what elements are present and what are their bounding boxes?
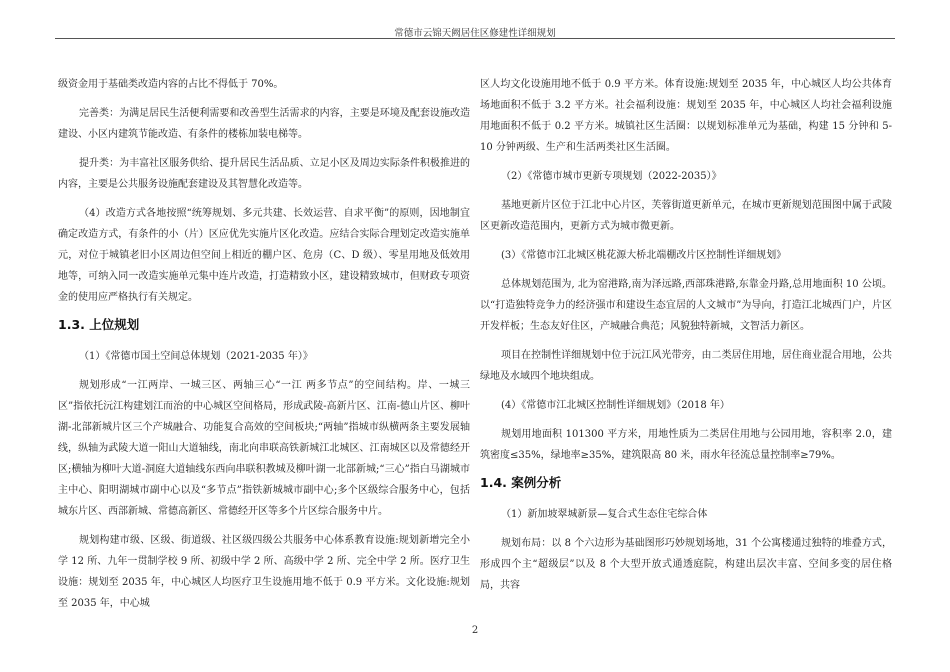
- paragraph: 总体规划范围为, 北为窑港路,南为泽远路,西部珠港路,东靠金丹路,总用地面积 10 公顷。以“打造独特竞争力的经济强市和建设生态宜居的人文城市”为导向，打造江北城西门户，片区开发样板；生态友好住区，产城融合典范；风貌独特新城，文智活力新区。: [480, 279, 892, 332]
- paragraph: 规划构建市级、区级、街道级、社区级四级公共服务中心体系教育设施:规划新增完全小学 12 所、九年一贯制学校 9 所、初级中学 2 所、高级中学 2 所、完全中学 2 所。医疗卫生设施：规划至 2035 年，中心城区人均医疗卫生设施用地不低于 0.9 平方米。文化设施:规划至 2035 年，中心城: [58, 535, 470, 609]
- paragraph: 项目在控制性详细规划中位于沅江风光带旁，由二类居住用地，居住商业混合用地，公共绿地及水域四个地块组成。: [480, 350, 892, 382]
- paragraph: （4）改造方式各地按照“统筹规划、多元共建、长效运营、自求平衡”的原则，因地制宜确定改造方式，有条件的小（片）区应优先实施片区化改造。应结合实际合理划定改造实施单元，对位于城镇老旧小区周边但空间上相近的棚户区、危房（C、D 级）、零星用地及低效用地等，可纳入同一改造实施单元集中连片改造，打造精致小区，建设精致城市，但财政专项资金的使用应严格执行有关规定。: [58, 208, 470, 303]
- subsection-title: （1）新加坡翠城新景—复合式生态住宅综合体: [501, 509, 708, 520]
- section-heading-1-4: 1.4. 案例分析: [480, 475, 562, 490]
- paragraph: 级资金用于基础类改造内容的占比不得低于 70%。: [58, 79, 284, 90]
- right-column: [480, 74, 892, 604]
- paragraph: 基地更新片区位于江北中心片区，芙蓉街道更新单元，在城市更新规划范围图中属于武陵区更新改造范围内，更新方式为城市微更新。: [480, 200, 892, 232]
- paragraph: 提升类：为丰富社区服务供给、提升居民生活品质、立足小区及周边实际条件积极推进的内容，主要是公共服务设施配套建设及其智慧化改造等。: [58, 158, 470, 190]
- page-number: 2: [471, 625, 479, 636]
- paragraph: 规划用地面积 101300 平方米，用地性质为二类居住用地与公园用地，容积率 2.0，建筑密度≤35%，绿地率≥35%，建筑限高 80 米，雨水年径流总量控制率≥79%。: [480, 429, 892, 461]
- left-column: [58, 74, 470, 622]
- subsection-title: （1）《常德市国土空间总体规划（2021-2035 年）》: [79, 351, 313, 362]
- document-header: 常德市云锦天阙居住区修建性详细规划: [394, 28, 556, 39]
- paragraph: 规划布局：以 8 个六边形为基础图形巧妙规划场地，31 个公寓楼通过独特的堆叠方式，形成四个主“超级层”以及 8 个大型开放式通透庭院，构建出层次丰富、空间多变的居住格局，共容: [480, 538, 892, 591]
- subsection-title: (4）《常德市江北城区控制性详细规划》（2018 年）: [501, 400, 730, 411]
- section-heading-1-3: 1.3. 上位规划: [58, 317, 140, 332]
- paragraph: 完善类：为满足居民生活便利需要和改善型生活需求的内容，主要是环境及配套设施改造建设、小区内建筑节能改造、有条件的楼栋加装电梯等。: [58, 108, 470, 140]
- subsection-title: (3）《常德市江北城区桃花源大桥北端棚改片区控制性详细规划》: [501, 250, 787, 261]
- paragraph: 规划形成“一江两岸、一城三区、两轴三心“一江 两多节点”的空间结构。岸、一城三区”指依托沅江构建划江而治的中心城区空间格局，形成武陵-高新片区、江南-德山片区、柳叶湖-北部新城片区三个产城融合、功能复合高效的空间板块;“两轴”指城市纵横两条主要发展轴线，纵轴为武陵大道一阳山大道轴线，南北向串联高铁新城江北城区、江南城区以及常德经开区;横轴为柳叶大道-洞庭大道轴线东西向串联积教城及柳叶湖一北部新城;“三心”指白马湖城市主中心、阳明湖城市副中心以及“多节点”指铁新城城市副中心;多个区级综合服务中心，包括城东片区、西部新城、常德高新区、常德经开区等多个片区综合服务中片。: [58, 380, 470, 517]
- paragraph: 区人均文化设施用地不低于 0.9 平方米。体育设施:规划至 2035 年，中心城区人均公共体育场地面积不低于 3.2 平方米。社会福利设施：规划至 2035 年，中心城区人均社会福利设施用地面积不低于 0.2 平方米。城镇社区生活圈：以规划标准单元为基础，构建 15 分钟和 5-10 分钟两级、生产和生活两类社区生活圈。: [480, 79, 892, 153]
- header-divider: [55, 38, 895, 39]
- subsection-title: （2）《常德市城市更新专项规划（2022-2035）》: [501, 171, 722, 182]
